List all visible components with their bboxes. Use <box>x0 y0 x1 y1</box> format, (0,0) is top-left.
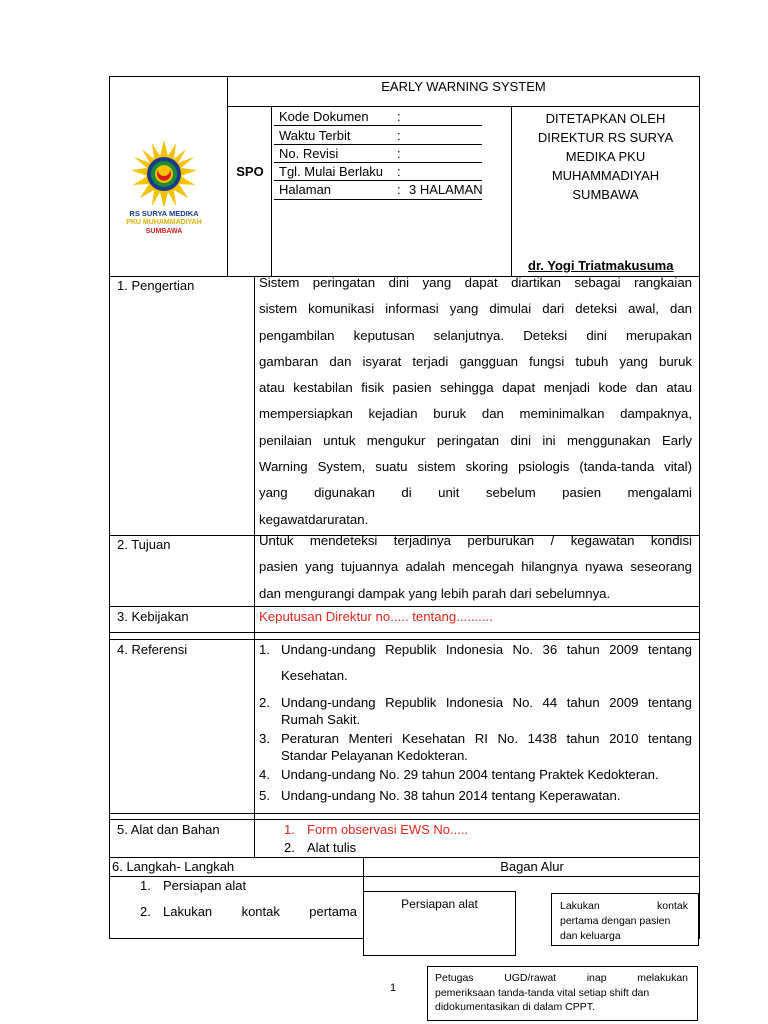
hospital-logo <box>116 138 212 242</box>
list-item: Undang-undang No. 38 tahun 2014 tentang Keperawatan. <box>281 788 621 803</box>
field-value-halaman: 3 HALAMAN <box>409 182 483 197</box>
text-line: kegawatdaruratan. <box>259 511 369 527</box>
section-label-langkah: 6. Langkah- Langkah <box>112 859 235 874</box>
list-item-cont: Standar Pelayanan Kedokteran. <box>281 748 468 763</box>
alat-item: Form observasi EWS No..... <box>307 822 469 837</box>
pengertian-text <box>259 275 692 538</box>
divider <box>110 813 700 814</box>
logo-line-1: RS SURYA MEDIKA <box>129 209 199 218</box>
field-sep: : <box>397 146 401 161</box>
approval-line: SUMBAWA <box>572 187 639 202</box>
text-line: gambaran dan isyarat terjadi gangguan fungsi tubuh yang buruk <box>259 353 692 369</box>
text-line: pengambilan keputusan selanjutnya. Deteksi dini merupakan <box>259 327 692 343</box>
list-item: Undang-undang Republik Indonesia No. 44 tahun 2009 tentang <box>281 695 692 710</box>
approval-line: DIREKTUR RS SURYA <box>537 130 674 145</box>
bagan-alur-label: Bagan Alur <box>500 859 564 874</box>
flow-line: pemeriksaan tanda-tanda vital setiap shift dan <box>435 986 650 999</box>
flow-box-text <box>560 899 688 944</box>
list-number: 2. <box>140 904 151 919</box>
document-title: EARLY WARNING SYSTEM <box>381 79 546 94</box>
divider <box>110 938 364 939</box>
section-label-referensi: 4. Referensi <box>117 642 188 657</box>
section-label-kebijakan: 3. Kebijakan <box>117 609 189 624</box>
list-number: 4. <box>259 767 270 782</box>
field-label-waktu-terbit: Waktu Terbit <box>279 128 351 143</box>
section-label-pengertian: 1. Pengertian <box>117 278 195 293</box>
text-line: Warning System, suatu sistem skoring psiologis (tanda-tanda vital) <box>259 459 692 475</box>
divider <box>110 606 700 607</box>
approval-line: MUHAMMADIYAH <box>551 168 660 183</box>
divider <box>110 639 700 640</box>
tujuan-text <box>259 533 692 612</box>
field-sep: : <box>397 164 401 179</box>
list-number: 2. <box>284 840 295 855</box>
flow-line: didokumentasikan di dalam CPPT. <box>435 1001 595 1013</box>
flow-box-text: Persiapan alat <box>401 897 478 911</box>
divider <box>110 857 700 858</box>
langkah-step: Lakukan kontak pertama <box>163 904 357 919</box>
list-number: 1. <box>140 878 151 893</box>
field-sep: : <box>397 109 401 124</box>
divider <box>110 819 700 820</box>
list-number: 5. <box>259 788 270 803</box>
text-line: atau kestabilan fisik pasien sehingga dapat menjadi kode dan atau <box>259 380 692 396</box>
langkah-step: Persiapan alat <box>163 878 247 893</box>
section-label-tujuan: 2. Tujuan <box>117 537 171 552</box>
spo-label: SPO <box>236 164 264 179</box>
field-label-kode-dokumen: Kode Dokumen <box>279 109 369 124</box>
divider <box>110 876 700 877</box>
field-label-tgl-mulai-berlaku: Tgl. Mulai Berlaku <box>279 164 384 179</box>
list-item-cont: Kesehatan. <box>281 668 348 683</box>
divider <box>110 632 700 633</box>
text-line: yang digunakan di unit sebelum pasien mengalami <box>259 485 692 501</box>
text-line: mempersiapkan kejadian buruk dan meminimalkan dampaknya, <box>259 406 692 422</box>
field-sep: : <box>397 182 401 197</box>
approval-block <box>512 107 699 207</box>
kebijakan-text: Keputusan Direktur no..... tentang.......... <box>259 609 493 624</box>
flow-line: pertama dengan pasien <box>560 915 671 927</box>
column-divider <box>254 277 255 857</box>
field-label-halaman: Halaman <box>279 182 332 197</box>
flow-box-text <box>435 971 688 1015</box>
text-line: pasien yang tujuannya adalah mencegah hilangnya nyawa seseorang <box>259 559 692 575</box>
alat-item: Alat tulis <box>307 840 357 855</box>
text-line: Untuk mendeteksi terjadinya perburukan / kegawatan kondisi <box>259 533 692 548</box>
field-sep: : <box>397 128 401 143</box>
field-label-no-revisi: No. Revisi <box>279 146 339 161</box>
flow-line: dan keluarga <box>560 930 621 942</box>
signer-name: dr. Yogi Triatmakusuma <box>528 258 674 273</box>
list-number: 1. <box>259 642 270 657</box>
logo-line-3: SUMBAWA <box>145 228 183 235</box>
spo-cell <box>228 107 272 276</box>
sun-emblem-icon <box>116 138 212 208</box>
section-label-alat: 5. Alat dan Bahan <box>117 822 220 837</box>
logo-line-2: PKU MUHAMMADIYAH <box>126 219 202 226</box>
list-number: 1. <box>284 822 295 837</box>
list-number: 3. <box>259 731 270 746</box>
text-line: dan mengurangi dampak yang lebih parah dari sebelumnya. <box>259 585 611 601</box>
list-number: 2. <box>259 695 270 710</box>
page-number: 1 <box>390 982 397 994</box>
list-item: Undang-undang No. 29 tahun 2004 tentang Praktek Kedokteran. <box>281 767 659 782</box>
flow-line: Lakukan kontak <box>560 900 688 912</box>
text-line: penilaian untuk mengukur peringatan dini ini menggunakan Early <box>259 432 692 448</box>
approval-line: DITETAPKAN OLEH <box>545 111 666 126</box>
flow-line: Petugas UGD/rawat inap melakukan <box>435 972 688 984</box>
text-line: Sistem peringatan dini yang dapat diartikan sebagai rangkaian <box>259 275 692 290</box>
list-item-cont: Rumah Sakit. <box>281 712 361 727</box>
list-item: Peraturan Menteri Kesehatan RI No. 1438 tahun 2010 tentang <box>281 731 692 746</box>
referensi-list <box>259 642 692 812</box>
list-item: Undang-undang Republik Indonesia No. 36 tahun 2009 tentang <box>281 642 692 657</box>
approval-line: MEDIKA PKU <box>565 149 646 164</box>
text-line: sistem komunikasi informasi yang dimulai dari deteksi awal, dan <box>259 301 692 317</box>
